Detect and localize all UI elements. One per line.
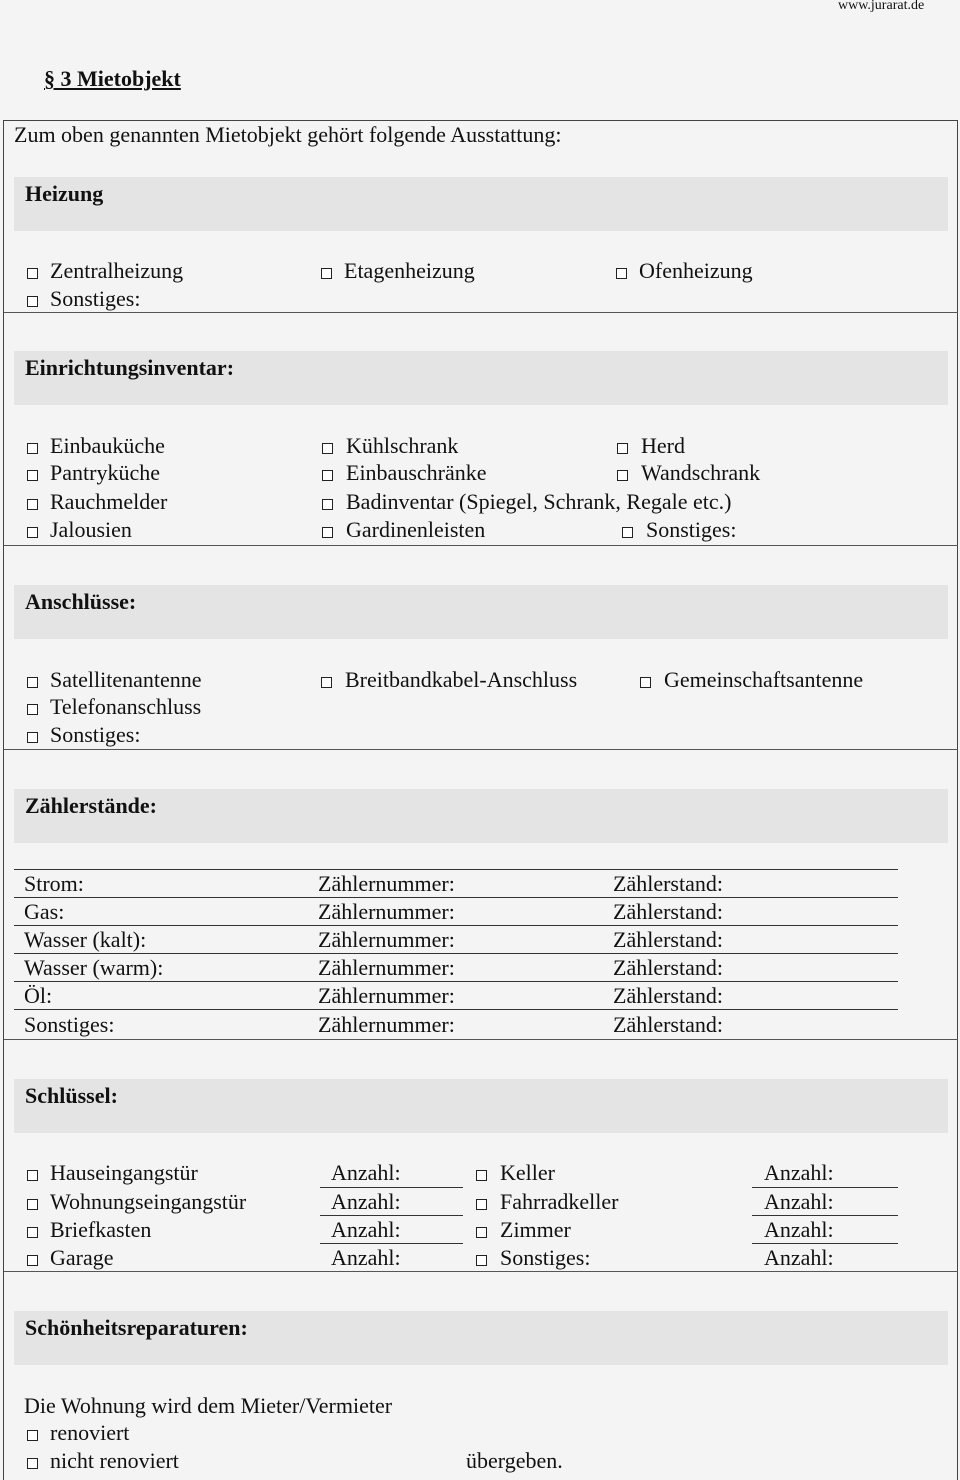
schoenheit-heading-band: [14, 1311, 948, 1365]
anschluesse-heading-band: [14, 585, 948, 639]
fahrradkeller-checkbox[interactable]: [476, 1199, 487, 1210]
schluessel-sonstiges-checkbox[interactable]: [476, 1255, 487, 1266]
anzahl-label: Anzahl:: [331, 1245, 401, 1270]
zaehlerstand-label: Zählerstand:: [613, 871, 723, 896]
anzahl-label: Anzahl:: [764, 1217, 834, 1242]
heizung-heading: Heizung: [25, 181, 104, 206]
keller-checkbox[interactable]: [476, 1170, 487, 1181]
zimmer-label: Zimmer: [500, 1217, 571, 1242]
wohnungseingangstuer-label: Wohnungseingangstür: [50, 1189, 247, 1214]
divider: [4, 1039, 958, 1040]
anschluesse-sonstiges-label: Sonstiges:: [50, 722, 141, 747]
anzahl-rule: [752, 1215, 898, 1216]
divider: [4, 545, 958, 546]
badinventar-label: Badinventar (Spiegel, Schrank, Regale etc.): [346, 489, 732, 514]
garage-checkbox[interactable]: [27, 1255, 38, 1266]
zaehlerstand-label: Zählerstand:: [613, 899, 723, 924]
pantrykueche-label: Pantryküche: [50, 460, 160, 485]
nicht-renoviert-checkbox[interactable]: [27, 1458, 38, 1469]
anzahl-rule: [320, 1243, 463, 1244]
garage-label: Garage: [50, 1245, 114, 1270]
hauseingangstuer-label: Hauseingangstür: [50, 1160, 198, 1185]
schluessel-sonstiges-label: Sonstiges:: [500, 1245, 591, 1270]
zaehlerstand-label: Zählerstand:: [613, 1012, 723, 1037]
renoviert-checkbox[interactable]: [27, 1430, 38, 1441]
ofenheizung-label: Ofenheizung: [639, 258, 753, 283]
inventar-sonstiges-label: Sonstiges:: [646, 517, 737, 542]
zaehlerstand-label: Zählerstand:: [613, 955, 723, 980]
heizung-sonstiges-checkbox[interactable]: [27, 296, 38, 307]
pantrykueche-checkbox[interactable]: [27, 470, 38, 481]
einbaukueche-label: Einbauküche: [50, 433, 165, 458]
schoenheit-heading: Schönheitsreparaturen:: [25, 1315, 248, 1340]
anzahl-rule: [752, 1187, 898, 1188]
zaehlernummer-label: Zählernummer:: [318, 871, 455, 896]
keller-label: Keller: [500, 1160, 555, 1185]
anzahl-label: Anzahl:: [764, 1189, 834, 1214]
fahrradkeller-label: Fahrradkeller: [500, 1189, 619, 1214]
anzahl-rule: [752, 1243, 898, 1244]
briefkasten-label: Briefkasten: [50, 1217, 152, 1242]
zaehler-row-label: Wasser (warm):: [24, 955, 164, 980]
wandschrank-label: Wandschrank: [641, 460, 761, 485]
table-rule: [14, 869, 898, 870]
renoviert-label: renoviert: [50, 1420, 130, 1445]
wohnungseingangstuer-checkbox[interactable]: [27, 1199, 38, 1210]
anzahl-label: Anzahl:: [764, 1245, 834, 1270]
zimmer-checkbox[interactable]: [476, 1227, 487, 1238]
kuehlschrank-checkbox[interactable]: [322, 443, 333, 454]
zaehler-row-label: Öl:: [24, 983, 53, 1008]
breitbandkabel-checkbox[interactable]: [321, 677, 332, 688]
inventar-heading: Einrichtungsinventar:: [25, 355, 235, 380]
table-rule: [14, 953, 898, 954]
zaehlernummer-label: Zählernummer:: [318, 1012, 455, 1037]
rauchmelder-label: Rauchmelder: [50, 489, 168, 514]
schoenheit-text: Die Wohnung wird dem Mieter/Vermieter: [24, 1393, 393, 1418]
wandschrank-checkbox[interactable]: [617, 470, 628, 481]
gardinenleisten-checkbox[interactable]: [322, 527, 333, 538]
zaehlernummer-label: Zählernummer:: [318, 955, 455, 980]
anzahl-label: Anzahl:: [764, 1160, 834, 1185]
badinventar-checkbox[interactable]: [322, 499, 333, 510]
herd-checkbox[interactable]: [617, 443, 628, 454]
etagenheizung-label: Etagenheizung: [344, 258, 475, 283]
zaehler-row-label: Sonstiges:: [24, 1012, 115, 1037]
zaehler-row-label: Wasser (kalt):: [24, 927, 147, 952]
ofenheizung-checkbox[interactable]: [616, 268, 627, 279]
gardinenleisten-label: Gardinenleisten: [346, 517, 486, 542]
anzahl-label: Anzahl:: [331, 1217, 401, 1242]
anzahl-label: Anzahl:: [331, 1160, 401, 1185]
inventar-heading-band: [14, 351, 948, 405]
kuehlschrank-label: Kühlschrank: [346, 433, 459, 458]
zaehlerstand-label: Zählerstand:: [613, 927, 723, 952]
heizung-sonstiges-label: Sonstiges:: [50, 286, 141, 311]
heizung-heading-band: [14, 177, 948, 231]
uebergeben-text: übergeben.: [466, 1448, 563, 1473]
einbauschraenke-checkbox[interactable]: [322, 470, 333, 481]
hauseingangstuer-checkbox[interactable]: [27, 1170, 38, 1181]
schluessel-heading: Schlüssel:: [25, 1083, 118, 1108]
telefonanschluss-label: Telefonanschluss: [50, 694, 202, 719]
zaehlernummer-label: Zählernummer:: [318, 899, 455, 924]
anschluesse-heading: Anschlüsse:: [25, 589, 137, 614]
einbauschraenke-label: Einbauschränke: [346, 460, 487, 485]
breitbandkabel-label: Breitbandkabel-Anschluss: [345, 667, 578, 692]
divider: [4, 749, 958, 750]
table-rule: [14, 1009, 898, 1010]
zaehlernummer-label: Zählernummer:: [318, 927, 455, 952]
source-url: www.jurarat.de: [838, 0, 925, 13]
jalousien-checkbox[interactable]: [27, 527, 38, 538]
zaehlernummer-label: Zählernummer:: [318, 983, 455, 1008]
divider: [4, 312, 958, 313]
schluessel-heading-band: [14, 1079, 948, 1133]
zaehlerstand-label: Zählerstand:: [613, 983, 723, 1008]
einbaukueche-checkbox[interactable]: [27, 443, 38, 454]
telefonanschluss-checkbox[interactable]: [27, 704, 38, 715]
nicht-renoviert-label: nicht renoviert: [50, 1448, 179, 1473]
anzahl-rule: [320, 1187, 463, 1188]
jalousien-label: Jalousien: [50, 517, 132, 542]
section-title: § 3 Mietobjekt: [44, 66, 181, 91]
herd-label: Herd: [641, 433, 685, 458]
zentralheizung-checkbox[interactable]: [27, 268, 38, 279]
gemeinschaftsantenne-checkbox[interactable]: [640, 677, 651, 688]
zaehler-heading-band: [14, 789, 948, 843]
anzahl-label: Anzahl:: [331, 1189, 401, 1214]
satellitenantenne-label: Satellitenantenne: [50, 667, 202, 692]
table-rule: [14, 981, 898, 982]
anzahl-rule: [320, 1215, 463, 1216]
rauchmelder-checkbox[interactable]: [27, 499, 38, 510]
intro-text: Zum oben genannten Mietobjekt gehört folgende Ausstattung:: [14, 122, 562, 147]
zaehler-heading: Zählerstände:: [25, 793, 157, 818]
inventar-sonstiges-checkbox[interactable]: [622, 527, 633, 538]
etagenheizung-checkbox[interactable]: [321, 268, 332, 279]
zentralheizung-label: Zentralheizung: [50, 258, 184, 283]
table-rule: [14, 925, 898, 926]
satellitenantenne-checkbox[interactable]: [27, 677, 38, 688]
gemeinschaftsantenne-label: Gemeinschaftsantenne: [664, 667, 864, 692]
briefkasten-checkbox[interactable]: [27, 1227, 38, 1238]
zaehler-row-label: Strom:: [24, 871, 84, 896]
zaehler-row-label: Gas:: [24, 899, 65, 924]
anschluesse-sonstiges-checkbox[interactable]: [27, 732, 38, 743]
divider: [4, 1271, 958, 1272]
table-rule: [14, 897, 898, 898]
